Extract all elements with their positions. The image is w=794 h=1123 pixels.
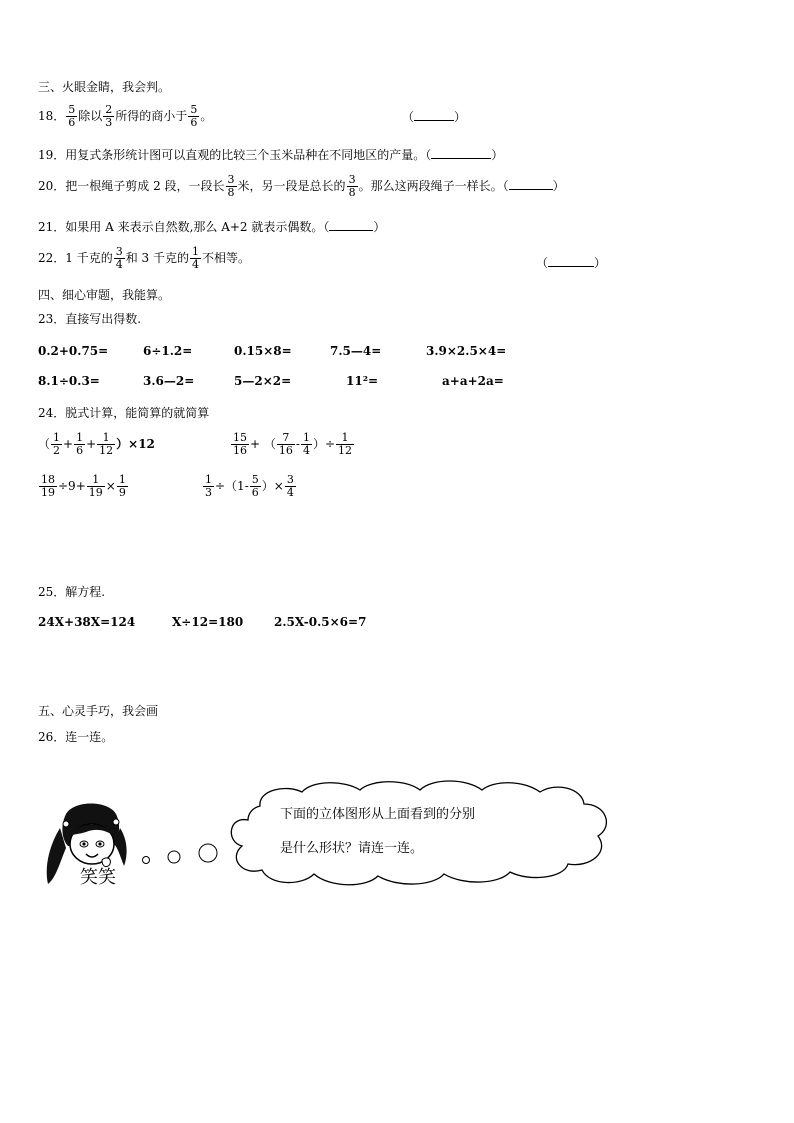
cloud-text-line1: 下面的立体图形从上面看到的分别 bbox=[280, 807, 476, 822]
q24-expression-4: $\frac{1}{3}$ ÷（1- $\frac{5}{6}$ ）× $\frac{3}{4}$ bbox=[205, 473, 294, 499]
answer-blank-21[interactable] bbox=[329, 220, 373, 231]
section5-title: 五、心灵手巧，我会画 bbox=[38, 704, 159, 718]
question-22: 22．1 千克的 $\frac{3}{4}$ 和 3 千克的 $\frac{1}{4}$ 不相等。 bbox=[38, 245, 251, 271]
q23-row1-item: 7.5—4= bbox=[330, 344, 382, 358]
q23-row1-item: 0.15×8= bbox=[234, 344, 292, 358]
q24-expression-1: （ $\frac{1}{2}$ + $\frac{1}{6}$ + $\frac{1}{12}$ ）×12 bbox=[38, 431, 155, 457]
question-21: 21．如果用 A 来表示自然数,那么 A+2 就表示偶数。（ ） bbox=[38, 220, 386, 234]
q24-expression-2: $\frac{15}{16}$ + （ $\frac{7}{16}$ - $\frac{1}{4}$ ）÷ $\frac{1}{12}$ bbox=[233, 431, 353, 457]
speech-cloud bbox=[218, 780, 638, 890]
thought-bubbles bbox=[136, 840, 226, 870]
fraction: $\frac{3}{8}$ bbox=[227, 173, 235, 199]
q23-row2-item: a+a+2a= bbox=[442, 374, 504, 388]
q23-row1-item: 0.2+0.75= bbox=[38, 344, 109, 358]
q24-expression-3: $\frac{18}{19}$ ÷9+ $\frac{1}{19}$ × $\frac{1}{9}$ bbox=[41, 473, 126, 499]
question-20: 20．把一根绳子剪成 2 段，一段长 $\frac{3}{8}$ 米，另一段是总长的 $\frac{3}{8}$ 。那么这两段绳子一样长。（ ） bbox=[38, 173, 565, 199]
equation: X÷12=180 bbox=[172, 615, 244, 629]
answer-blank-18[interactable]: （ ） bbox=[402, 110, 467, 124]
q23-row1-item: 6÷1.2= bbox=[143, 344, 193, 358]
q23-row2-item: 5—2×2= bbox=[234, 374, 292, 388]
fraction: $\frac{5}{6}$ bbox=[190, 103, 198, 129]
question-25-title: 25．解方程. bbox=[38, 585, 106, 599]
section4-title: 四、细心审题，我能算。 bbox=[38, 288, 171, 302]
answer-blank-19[interactable] bbox=[431, 148, 491, 159]
answer-blank-20[interactable] bbox=[509, 179, 553, 190]
fraction: $\frac{3}{4}$ bbox=[115, 245, 123, 271]
girl-label: 笑笑 bbox=[80, 867, 116, 888]
answer-blank-22[interactable]: （ ） bbox=[536, 256, 607, 270]
equation: 24X+38X=124 bbox=[38, 615, 136, 629]
q23-row2-item: 11²= bbox=[346, 374, 379, 388]
equation: 2.5X-0.5×6=7 bbox=[274, 615, 367, 629]
question-18: 18． $\frac{5}{6}$ 除以 $\frac{2}{3}$ 所得的商小于 $\frac{5}{6}$ 。 bbox=[38, 103, 213, 129]
question-26-title: 26．连一连。 bbox=[38, 730, 114, 744]
fraction: $\frac{2}{3}$ bbox=[105, 103, 113, 129]
question-24-title: 24．脱式计算，能简算的就简算 bbox=[38, 406, 210, 420]
q23-row2-item: 3.6—2= bbox=[143, 374, 195, 388]
fraction: $\frac{3}{8}$ bbox=[348, 173, 356, 199]
fraction: $\frac{5}{6}$ bbox=[68, 103, 76, 129]
question-19: 19．用复式条形统计图可以直观的比较三个玉米品种在不同地区的产量。（ ） bbox=[38, 148, 504, 162]
q23-row2-item: 8.1÷0.3= bbox=[38, 374, 100, 388]
cloud-text-line2: 是什么形状？请连一连。 bbox=[280, 841, 424, 856]
question-23-title: 23．直接写出得数. bbox=[38, 312, 142, 326]
q23-row1-item: 3.9×2.5×4= bbox=[426, 344, 507, 358]
section3-title: 三、火眼金睛，我会判。 bbox=[38, 80, 171, 94]
fraction: $\frac{1}{4}$ bbox=[192, 245, 199, 271]
